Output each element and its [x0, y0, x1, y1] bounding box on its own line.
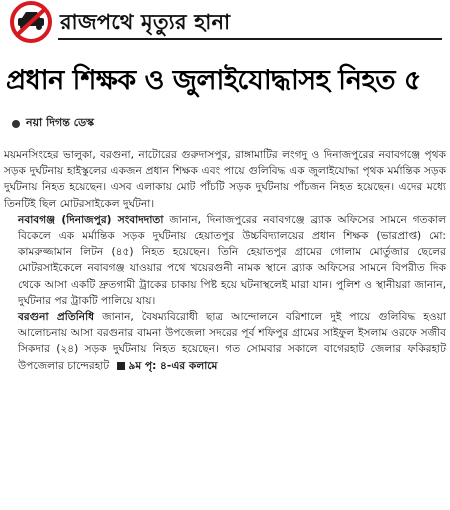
kicker-title: রাজপথে মৃত্যুর হানা [60, 10, 231, 34]
headline: প্রধান শিক্ষক ও জুলাইযোদ্ধাসহ নিহত ৫ [6, 65, 421, 96]
paragraph-lead: নবাবগঞ্জ (দিনাজপুর) সংবাদদাতা [18, 213, 164, 226]
paragraph-lead: বরগুনা প্রতিনিধি [18, 311, 95, 324]
car-crash-logo-icon [8, 1, 54, 43]
section-kicker [4, 0, 446, 44]
byline-text: নয়া দিগন্ত ডেস্ক [26, 116, 95, 129]
paragraph [4, 212, 446, 309]
kicker-divider [58, 38, 442, 40]
bullet-icon [12, 120, 20, 128]
paragraph-text: ময়মনসিংহের ভালুকা, বরগুনা, নাটোরের গুরুদাসপুর, রাঙ্গামাটির লংগদু ও দিনাজপুরের নবাবগঞ্জে পৃথক সড়ক দুর্ঘটনায় হাইস্কুলের একজন প্রধান শিক্ষক এবং পায়ে গুলিবিদ্ধ এক জুলাইযোদ্ধা পৃথক মর্মান্তিক সড়ক দুর্ঘটনায় নিহত হয়েছেন। এসব এলাকায় মোট পাঁচটি সড়ক দুর্ঘটনায় পাঁচজন নিহত হয়েছেন। এদের মধ্যে তিনটিই ছিল মোটরসাইকেল দুর্ঘটনা। [4, 149, 446, 210]
paragraph-text: জানান, বৈষম্যবিরোধী ছাত্র আন্দোলনে বরিশালে দুই পায়ে গুলিবিদ্ধ হওয়া আলোচনায় আসা বরগুনার বামনা উপজেলা সদরের পূর্ব শফিপুর গ্রামের সাইফুল ইসলাম ওরফে সজীব সিকদার (২৪) সড়ক দুর্ঘটনায় নিহত হয়েছেন। গত সোমবার সকালে বাগেরহাট জেলার ফকিরহাট উপজেলার চান্দেরহাট [18, 311, 446, 372]
paragraph [4, 147, 446, 212]
paragraph-text: জানান, দিনাজপুরের নবাবগঞ্জে ব্র্যাক অফিসের সামনে গতকাল বিকেলে এক মর্মান্তিক সড়ক দুর্ঘটনায় হেয়াতপুর উচ্চবিদ্যালয়ের প্রধান শিক্ষক (ভারপ্রাপ্ত) মো: কামরুজ্জামান লিটন (৪৫) নিহত হয়েছেন। তিনি হেয়াতপুর গ্রামের গোলাম মোর্তুজার ছেলের মোটরসাইকেলে নবাবগঞ্জ যাওয়ার পথে খয়েরগুনী নামক স্থানে ব্র্যাক অফিসের সামনে বিপরীত দিক থেকে আসা একটি দ্রুতগামী ট্রাকের চাকায় পিষ্ট হয়ে ঘটনাস্থলেই মারা যান। পুলিশ ও স্থানীয়রা জানান, দুর্ঘটনার পর ট্রাকটি পালিয়ে যায়। [18, 213, 446, 307]
continued-on-link[interactable]: ৯ম পৃ: ৪-এর কলামে [128, 359, 218, 372]
paragraph [4, 309, 446, 374]
jump-square-icon [117, 362, 125, 370]
byline [4, 114, 446, 133]
article-body [4, 147, 446, 374]
